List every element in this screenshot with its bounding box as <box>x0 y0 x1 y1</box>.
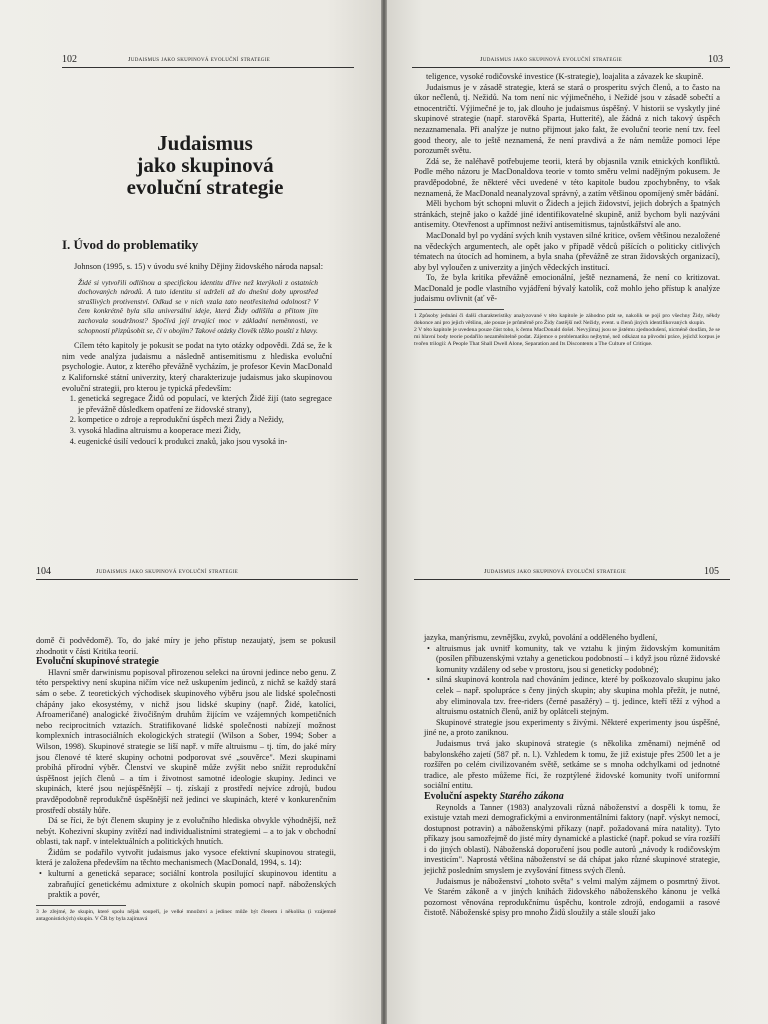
chapter-title <box>110 132 300 198</box>
header-rule <box>414 579 730 580</box>
numbered-list <box>62 394 332 447</box>
running-head: Judaismus jako skupinová evoluční strategie <box>480 56 622 63</box>
continued-text: teligence, vysoké rodičovské investice (K-strategie), loajalita a závazek ke skupině. <box>426 72 704 81</box>
header-rule <box>412 67 730 68</box>
continued-text: jazyka, manýrismu, zevnějšku, zvyků, povolání a odděleného bydlení, <box>424 633 658 642</box>
header-rule <box>62 67 354 68</box>
block-quote: Židé si vytvořili odlišnou a specifickou identitu dříve než kterýkoli z ostatních dochovaných národů. A tuto identitu si udrželi až do dnešní doby uprostřed strašlivých protivenství. Odkud se v nich vzala tato neotřesitelná odolnost? V čem konkrétně byla síla universální ideje, která Židy odlišila a přitom jim zachovala soudržnost? Spočívá její trvající moc v základní neměnnosti, ve schopnosti přizpůsobit se, či v obojím? Takové otázky člověk těžko pouští z hlavy. <box>78 277 318 335</box>
paragraph: Dá se říci, že být členem skupiny je z evolučního hlediska obvykle výhodnější, než nebýt. Kohezivní skupiny zvítězí nad individualistními strategiemi – a to jak v obchodní oblasti, tak např. v intelektuálních a politických hnutích. <box>36 816 336 847</box>
paragraph: Reynolds a Tanner (1983) analyzovali různá náboženství a dospěli k tomu, že existuje vztah mezi demografickými a environmentálními faktory (např. výskyt nemocí, dostupnost potravin) a náboženskými příkazy (např. požadovaná míra natality). Tyto příkazy jsou samozřejmě do jisté míry dynamické a plastické (např. pokud se víra rozšíří i do jiných oblastí). Náboženská doporučení jsou podle autorů „návody k rodičovským investicím". Naprostá většina náboženství se dá chápat jako různé skupinové strategie, jejichž posledním smyslem je zvyšování fitness svých členů. <box>424 802 720 876</box>
chapter-title-line: evoluční strategie <box>126 175 284 199</box>
page-body <box>414 72 720 348</box>
section-heading: I. Úvod do problematiky <box>62 237 199 252</box>
continued-text: domě či podvědomě). To, do jaké míry je jeho přístup nezaujatý, jsem se pokusil zhodnotit v části Kritika teorií. <box>36 636 336 656</box>
bullet-list <box>424 644 720 718</box>
page-number: 105 <box>704 566 719 577</box>
page-body <box>424 633 720 919</box>
footnotes <box>36 909 336 923</box>
heading-text: Evoluční aspekty <box>424 790 500 802</box>
paragraph: Judaismus trvá jako skupinová strategie (s několika změnami) nejméně od babylonského zajetí (587 př. n. l.). Vzhledem k tomu, že již existuje přes 2500 let a je rozšířen po celém civilizovaném světě, setkáme se s mnoha odchylkami od jednotné tradice, ale přesto můžeme říci, že rozptýlené židovské komunity tvoří uniformní sociální entitu. <box>424 738 720 791</box>
page-body <box>62 262 332 447</box>
list-item: 3. vysoká hladina altruismu a kooperace mezi Židy, <box>78 426 332 437</box>
subsection-heading <box>424 792 720 803</box>
list-item: • altruismus jak uvnitř komunity, tak ve vztahu k jiným židovským komunitám (posílen příbuzenskými vztahy a genetickou podobností – i když jsou různé židovské komunity vzdáleny od sebe v prostoru, jsou si geneticky podobné); <box>436 644 720 676</box>
list-item: 1. genetická segregace Židů od populací, ve kterých Židé žijí (tato segregace je převážně důsledkem opatření ze židovské strany), <box>78 394 332 415</box>
paragraph: MacDonald byl po vydání svých knih vystaven silné kritice, ovšem většinou nezaložené na vědeckých argumentech, ale opět jako v případě vědců píšících o politicky citlivých tématech na útocích ad hominem, a byla snaha (převážně ze stran židovských organizací), aby byl vyloučen z univerzity a jiných vědeckých institucí. <box>414 230 720 272</box>
list-item: • silná skupinová kontrola nad chováním jedince, které by poškozovalo skupinu jako celek – např. spolupráce s čeny jiných skupin; aby skupina mohla přežít, je nutné, aby eliminovala tzv. free-riders (černé pasažéry) – tj. jedince, kteří těží z výhod a altruismu ostatních členů, aniž by oplátceli stejným. <box>436 675 720 717</box>
paragraph: Judaismus je náboženství „tohoto světa" s velmi malým zájmem o posmrtný život. Ve Starém zákoně a v jiných knihách židovského náboženského kánonu je velká pozornost věnována reprodukčnímu úspěchu, kontrole zdrojů, endogamii a rasové čistotě. Náboženské spisy pro mnoho Židů sloužily a stále slouží jako <box>424 876 720 918</box>
heading-italic-text: Starého zákona <box>499 790 564 802</box>
paragraph: To, že byla kritika převážně emocionální, ještě neznamená, že není co kritizovat. MacDonald je podle vlastního vyjádření bývalý katolík, což mohlo jeho přístup k analýze judaismu ovlivnit (ať vě- <box>414 273 720 304</box>
bullet-list <box>36 869 336 901</box>
footnotes <box>414 313 720 348</box>
footnote-rule <box>36 905 126 906</box>
page-body <box>36 636 336 923</box>
page-105 <box>384 512 768 1024</box>
running-head: Judaismus jako skupinová evoluční strategie <box>96 568 238 575</box>
paragraph: Skupinové strategie jsou experimenty s živými. Některé experimenty jsou úspěšné, jiné ne, a proto zaniknou. <box>424 717 720 738</box>
chapter-title-line: jako skupinová <box>136 153 274 177</box>
footnote: 1 Způsoby jednání či další charakteristiky analyzované v této kapitole je záhodno ptát se, nakolik se pojí pro všechny Židy, někdy dokonce ani pro jejich většinu, ale pouze je průměrně pro Židy častější než Nežidy, event. u členů jiných identifikovaných skupin. <box>414 313 720 327</box>
running-head: Judaismus jako skupinová evoluční strategie <box>128 56 270 63</box>
bottom-spread <box>0 512 768 1024</box>
paragraph: Zdá se, že naléhavě potřebujeme teorii, která by objasnila vznik etnických konfliktů. Podle mého názoru je MacDonaldova teorie v tomto směru velmi nadějným pokusem. Je pravděpodobné, že některé věci uvedené v této kapitole budou zpochybněny, to však neznamená, že MacDonald neanalyzoval správný, a zatím většinou opomíjený směr bádání. <box>414 156 720 198</box>
subsection-heading: Evoluční skupinové strategie <box>36 656 159 668</box>
list-item: • kulturní a genetická separace; sociální kontrola posilující skupinovou identitu a zabraňující genetickému admixture z okolních skupin pomocí např. náboženských praktik a povér, <box>48 869 336 901</box>
footnote: 2 V této kapitole je uvedena pouze část toho, k čemu MacDonald došel. Nevyjímaj jsou se jistému zjednodušení, nicméně doufám, že se mi hlavní body teorie podařilo nezaměnitelně podat. Zájemce o problematiku nejbytné, než odkázat na původní práce, jejichž korpus je tvořen trilogií: A People That Shall Dwell Alone, Separation and Its Discontents a The Culture of Critique. <box>414 327 720 348</box>
paragraph: Měli bychom být schopni mluvit o Židech a jejich židovství, jejich dobrých a špatných stránkách, stejně jako o každé jiné identifikovatelné skupině, aniž bychom byli nazýváni antisemity. Otevřenost a upřímnost neživí antisemitismus, tajnůstkářství ale ano. <box>414 199 720 230</box>
page-102 <box>0 0 384 512</box>
paragraph: Cílem této kapitoly je pokusit se podat na tyto otázky odpovědi. Zdá se, že k nim vede analýza judaismu a následně antisemitismu z hlediska evoluční psychologie. Autor, z kterého převážně vycházím, je profesor Kevin MacDonald z Kalifornské státní univerzity, který charakterizuje judaismus jako skupinovou evoluční strategii, pro kterou je typická především: <box>62 341 332 393</box>
book-gutter <box>381 0 387 512</box>
page-104 <box>0 512 384 1024</box>
running-head: Judaismus jako skupinová evoluční strategie <box>484 568 626 575</box>
page-103 <box>384 0 768 512</box>
footnote-rule <box>414 309 504 310</box>
list-item: 4. eugenické úsilí vedoucí k produkci znaků, jako jsou vysoká in- <box>78 437 332 448</box>
chapter-title-line: Judaismus <box>157 131 253 155</box>
paragraph: Hlavní směr darwinismu popisoval přirozenou selekci na úrovni jedince nebo genu. Z této perspektivy není skupina ničím více než uskupením jedinců, z nichž se každý stará sám o sebe. Z teoretických východisek skupinového výběru jsou ale lidské společnosti chápány jako ekosystémy, v nichž jsou lidské skupiny (např. Židé, katolíci, Afroameričané) analogické živočišným druhům žijícím ve vzájemných kompetičních nebo reciprocitních vztazích. Stratifikované lidské společnosti nabízejí možnost komplexních intrasociálních ekologických strategií (Wilson a Sober, 1994; Sober a Wilson, 1998). Skupinové strategie se liší např. v míře altruismu – tj. tím, do jaké míry jsou členové té které skupiny ochotni podporovat své „souvěrce". Mezi skupinami probíhá přírodní výběr. Členství ve skupině může zvýšit nebo snížit reprodukční úspěšnost jejích členů – a tím i životnost samotné ideologie skupiny. Jedinci ve skupinách, které jsou nejúspěšnější – tj. získají z prostředí nejvíce zdrojů, budou pravděpodobně reprodukčně úspěšnější než jedinci ve skupinách, které v konkurenčním prostředí obstály hůře. <box>36 667 336 815</box>
book-gutter <box>381 512 387 1024</box>
list-item: 2. kompetice o zdroje a reprodukční úspěch mezi Židy a Nežidy, <box>78 415 332 426</box>
page-number: 104 <box>36 566 51 577</box>
paragraph: Židům se podařilo vytvořit judaismus jako vysoce efektivní skupinovou strategii, která je založena především na těchto mechanismech (MacDonald, 1994, s. 14): <box>36 847 336 868</box>
page-number: 102 <box>62 54 77 65</box>
page-number: 103 <box>708 54 723 65</box>
header-rule <box>36 579 358 580</box>
paragraph: Judaismus je v zásadě strategie, která se stará o prosperitu svých členů, a to často na úkor nečlenů, tj. Nežidů. Na tom není nic výjimečného, i Nežidé jsou v zásadě sobečtí a etnocentričtí. Výjimečné je to, jak dlouho je judaismus úspěšný. V historii se vyskytly jiné skupinové strategie (např. starověká Sparta, Hutterité), ale žádná z nich takový úspěch nezaznamenala. Při analýze je nutno přijmout jako fakt, že evoluční teorie není tzv. feel good theory, ale to ještě neznamená, že není pravdivá a že nám nemůže pomoci lépe porozumět světu. <box>414 82 720 156</box>
footnote: 3 Je zřejmé, že skupin, které spolu nějak soupeří, je velké množství a jedinec může být členem i několika (i vzájemně antagonistických) skupin. V ČR by byla zajímavá <box>36 908 336 922</box>
intro-paragraph: Johnson (1995, s. 15) v úvodu své knihy Dějiny židovského národa napsal: <box>74 262 324 271</box>
